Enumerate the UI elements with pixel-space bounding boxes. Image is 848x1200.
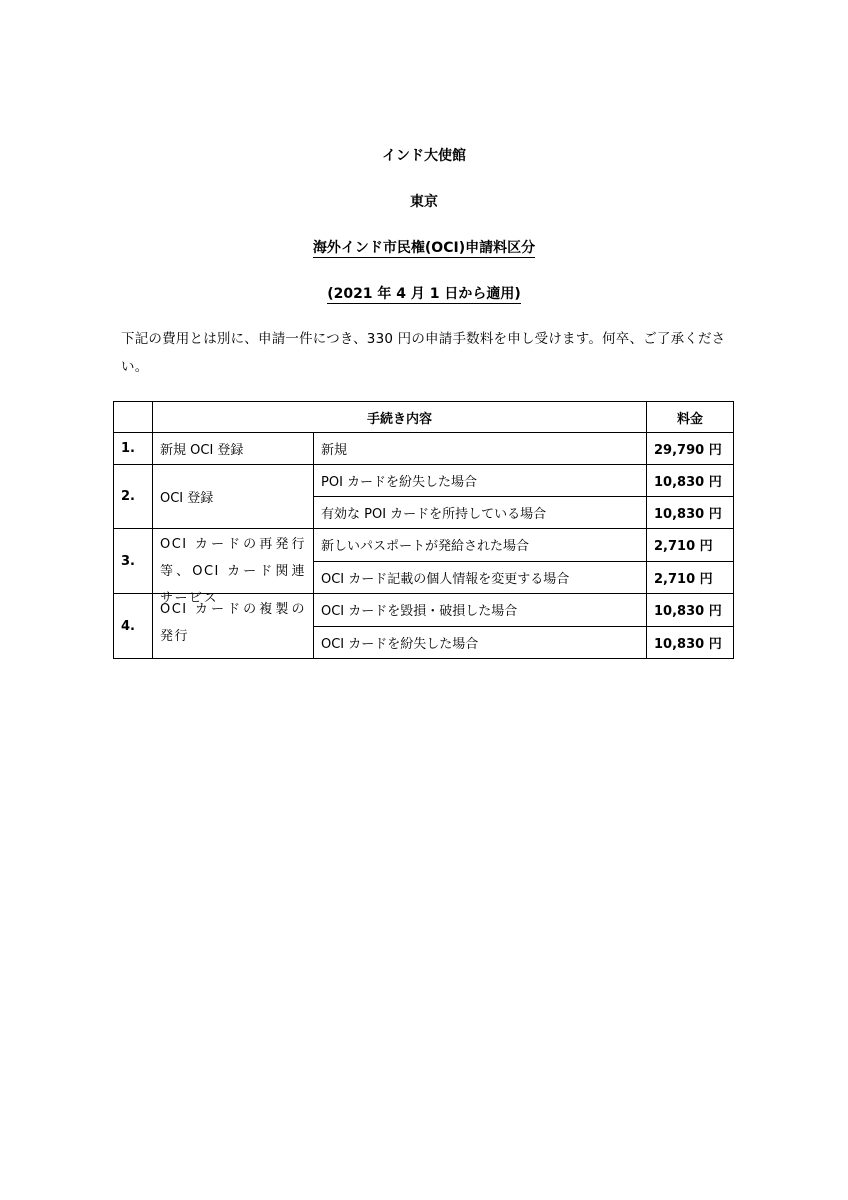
effective-date — [0, 285, 848, 303]
row-fee: 10,830 円 — [647, 594, 734, 627]
effective-date-text: (2021 年 4 月 1 日から適用) — [327, 286, 521, 302]
header-fee: 料金 — [647, 402, 734, 433]
row-detail: 有効な POI カードを所持している場合 — [314, 497, 647, 529]
row-category-text: OCI カードの複製の発行 — [160, 602, 306, 644]
row-detail: 新規 — [314, 433, 647, 465]
row-fee: 10,830 円 — [647, 626, 734, 659]
intro-paragraph: 下記の費用とは別に、申請一件につき、330 円の申請手数料を申し受けます。何卒、ご了承ください。 — [121, 331, 726, 375]
row-number: 1. — [114, 433, 153, 465]
table-row — [114, 529, 734, 562]
row-number: 3. — [114, 529, 153, 594]
header-number-cell — [114, 402, 153, 433]
row-fee: 10,830 円 — [647, 465, 734, 497]
row-category: 新規 OCI 登録 — [153, 433, 314, 465]
row-detail: POI カードを紛失した場合 — [314, 465, 647, 497]
embassy-heading: インド大使館 — [382, 148, 466, 164]
fee-table — [113, 401, 734, 659]
row-category-text: OCI カードの再発行等、OCI カード関連サービス — [160, 537, 306, 606]
row-detail: OCI カードを紛失した場合 — [314, 626, 647, 659]
row-category — [153, 529, 314, 606]
row-fee: 10,830 円 — [647, 497, 734, 529]
row-detail: 新しいパスポートが発給された場合 — [314, 529, 647, 562]
document-title — [0, 239, 848, 257]
row-category: OCI 登録 — [153, 465, 314, 529]
document-title-text: 海外インド市民権(OCI)申請料区分 — [312, 240, 536, 256]
row-number: 2. — [114, 465, 153, 529]
row-category — [153, 594, 314, 659]
header-procedure: 手続き内容 — [153, 402, 647, 433]
city-heading: 東京 — [410, 194, 438, 210]
row-fee: 2,710 円 — [647, 529, 734, 562]
row-number: 4. — [114, 594, 153, 659]
table-header-row — [114, 402, 734, 433]
table-row — [114, 433, 734, 465]
row-detail: OCI カードを毀損・破損した場合 — [314, 594, 647, 627]
row-fee: 29,790 円 — [647, 433, 734, 465]
table-row — [114, 594, 734, 627]
row-detail: OCI カード記載の個人情報を変更する場合 — [314, 561, 647, 594]
row-fee: 2,710 円 — [647, 561, 734, 594]
table-row — [114, 465, 734, 497]
